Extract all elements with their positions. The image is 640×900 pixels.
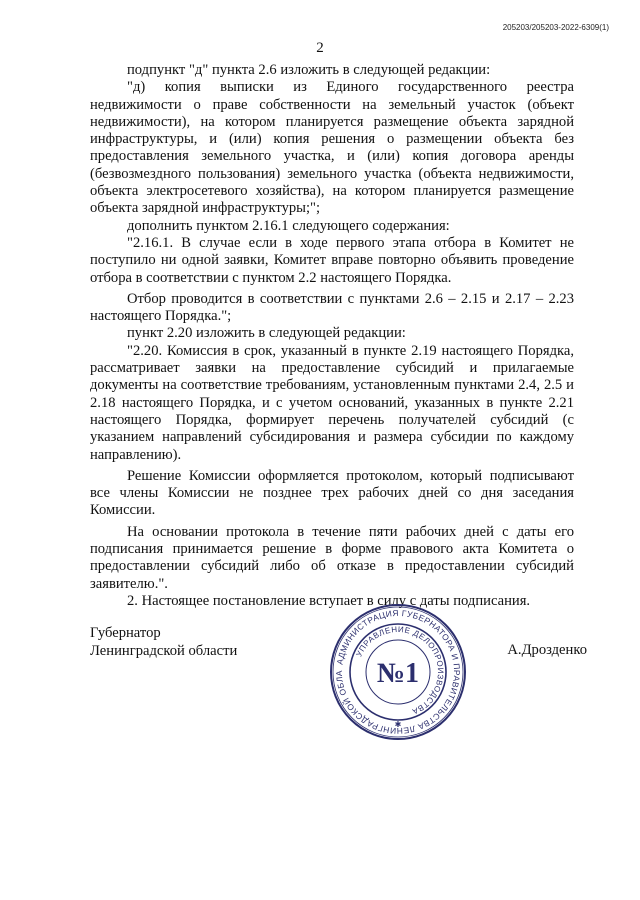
signatory-position: [90, 625, 237, 660]
document-body: [90, 62, 574, 610]
document-id: 205203/205203-2022-6309(1): [502, 23, 609, 32]
paragraph: "2.20. Комиссия в срок, указанный в пункте 2.19 настоящего Порядка, рассматривает заявки на предоставление субсидий и прилагаемые документы на соответствие требованиям, установленным пунктами 2.4, 2.5 и 2.18 настоящего Порядка, и с учетом оснований, указанных в пункте 2.21 настоящего Порядка, формирует перечень получателей субсидий (с указанием направлений субсидирования и размера субсидии по каждому направлению).: [90, 342, 574, 463]
svg-text:✱: ✱: [394, 720, 402, 729]
signatory-name: А.Дрозденко: [507, 642, 587, 658]
paragraph: дополнить пунктом 2.16.1 следующего содержания:: [127, 217, 450, 234]
paragraph: Отбор проводится в соответствии с пунктами 2.6 – 2.15 и 2.17 – 2.23 настоящего Порядка.";: [90, 290, 574, 325]
paragraph: 2. Настоящее постановление вступает в силу с даты подписания.: [127, 592, 531, 609]
paragraph: пункт 2.20 изложить в следующей редакции:: [127, 325, 406, 342]
paragraph: подпункт "д" пункта 2.6 изложить в следующей редакции:: [127, 62, 491, 78]
seal-icon: [328, 602, 468, 742]
paragraph: "2.16.1. В случае если в ходе первого этапа отбора в Комитет не поступило ни одной заявки, Комитет вправе повторно объявить проведение отбора в соответствии с пунктом 2.2 настоящего Порядка.: [90, 234, 574, 286]
svg-text:№1: №1: [376, 658, 420, 689]
paragraph: Решение Комиссии оформляется протоколом, который подписывают все члены Комиссии не позднее трех рабочих дней со дня заседания Комиссии.: [90, 467, 574, 519]
paragraph: "д) копия выписки из Единого государственного реестра недвижимости о праве собственности на земельный участок (объект недвижимости), на котором планируется размещение объекта зарядной инфраструктуры, и (или) копия решения о размещении объекта без предоставления земельного участка, и (или) копия договора аренды (безвозмездного пользования) земельного участка (объекта недвижимости, объекта электросетевого хозяйства), на котором планируется размещение объекта зарядной инфраструктуры;";: [90, 79, 574, 217]
official-seal: [328, 602, 468, 742]
paragraph: На основании протокола в течение пяти рабочих дней с даты его подписания принимается решение в форме правового акта Комитета о предоставлении субсидий либо об отказе в предоставлении субсидий заявителю.".: [90, 523, 574, 592]
svg-text:УПРАВЛЕНИЕ ДЕЛОПРОИЗВОДСТВА: УПРАВЛЕНИЕ ДЕЛОПРОИЗВОДСТВА: [354, 624, 446, 717]
page-number: 2: [316, 40, 324, 56]
signatory-region: Ленинградской области: [90, 642, 238, 659]
svg-text:АДМИНИСТРАЦИЯ ГУБЕРНАТОРА И ПР: АДМИНИСТРАЦИЯ ГУБЕРНАТОРА И ПРАВИТЕЛЬСТВА ЛЕНИНГРАДСКОЙ ОБЛА: [333, 607, 463, 737]
signatory-title: Губернатор: [90, 625, 161, 641]
